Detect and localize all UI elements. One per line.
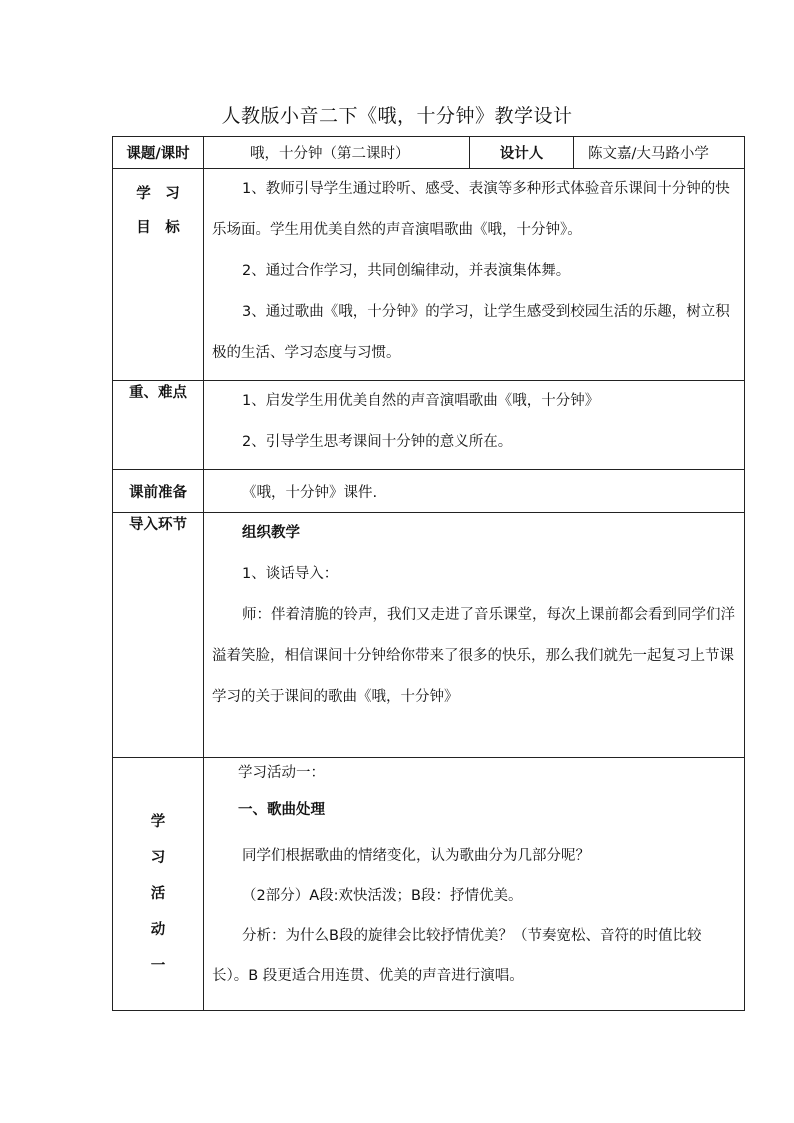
activity-intro: 学习活动一： — [238, 765, 325, 781]
designer-label: 设计人 — [470, 137, 574, 169]
designer-value: 陈文嘉/大马路小学 — [574, 137, 745, 169]
activity-content — [204, 758, 745, 1011]
activity-heading: 一、歌曲处理 — [238, 802, 325, 818]
objectives-label-line2: 目 标 — [136, 220, 180, 236]
objectives-content — [204, 169, 745, 381]
intro-heading: 组织教学 — [242, 525, 300, 541]
intro-p1: 1、谈话导入： — [242, 566, 339, 582]
objective-3: 3、通过歌曲《哦，十分钟》的学习，让学生感受到校园生活的乐趣，树立积极的生活、学习态度与习惯。 — [212, 304, 730, 361]
header-row — [113, 137, 745, 169]
key-points-label: 重、难点 — [113, 381, 204, 470]
activity-label-char-3: 活 — [150, 886, 166, 902]
key-points-content — [204, 381, 745, 470]
key-point-1: 1、启发学生用优美自然的声音演唱歌曲《哦，十分钟》 — [242, 393, 600, 409]
objective-1: 1、教师引导学生通过聆听、感受、表演等多种形式体验音乐课间十分钟的快乐场面。学生用优美自然的声音演唱歌曲《哦，十分钟》。 — [212, 181, 730, 238]
lesson-plan-table — [112, 136, 745, 1011]
activity-label-char-5: 一 — [150, 958, 166, 974]
key-points-row — [113, 381, 745, 470]
objectives-row — [113, 169, 745, 381]
key-point-2: 2、引导学生思考课间十分钟的意义所在。 — [242, 434, 513, 450]
preparation-label: 课前准备 — [113, 470, 204, 513]
activity-label-char-4: 动 — [150, 922, 166, 938]
activity-row — [113, 758, 745, 1011]
intro-label: 导入环节 — [113, 513, 204, 758]
activity-p3: 分析：为什么B段的旋律会比较抒情优美？（节奏宽松、音符的时值比较长）。B 段更适合用连贯、优美的声音进行演唱。 — [212, 928, 702, 984]
preparation-text: 《哦，十分钟》课件. — [242, 484, 378, 501]
preparation-row — [113, 470, 745, 513]
objective-2: 2、通过合作学习，共同创编律动，并表演集体舞。 — [242, 263, 571, 279]
lesson-label: 课题/课时 — [113, 137, 204, 169]
page-title: 人教版小音二下《哦，十分钟》教学设计 — [221, 105, 573, 127]
activity-label — [113, 758, 204, 1011]
preparation-content — [204, 470, 745, 513]
intro-content — [204, 513, 745, 758]
activity-p2: （2部分）A段:欢快活泼；B段：抒情优美。 — [242, 888, 523, 904]
objectives-label — [113, 169, 204, 381]
lesson-value: 哦，十分钟（第二课时） — [204, 137, 470, 169]
intro-p2: 师：伴着清脆的铃声，我们又走进了音乐课堂，每次上课前都会看到同学们洋溢着笑脸，相信课间十分钟给你带来了很多的快乐，那么我们就先一起复习上节课学习的关于课间的歌曲《哦，十分钟》 — [212, 607, 735, 705]
activity-label-char-1: 学 — [150, 814, 166, 830]
activity-p1: 同学们根据歌曲的情绪变化，认为歌曲分为几部分呢？ — [242, 848, 590, 864]
activity-label-char-2: 习 — [150, 850, 166, 866]
objectives-label-line1: 学 习 — [136, 186, 180, 202]
intro-row — [113, 513, 745, 758]
